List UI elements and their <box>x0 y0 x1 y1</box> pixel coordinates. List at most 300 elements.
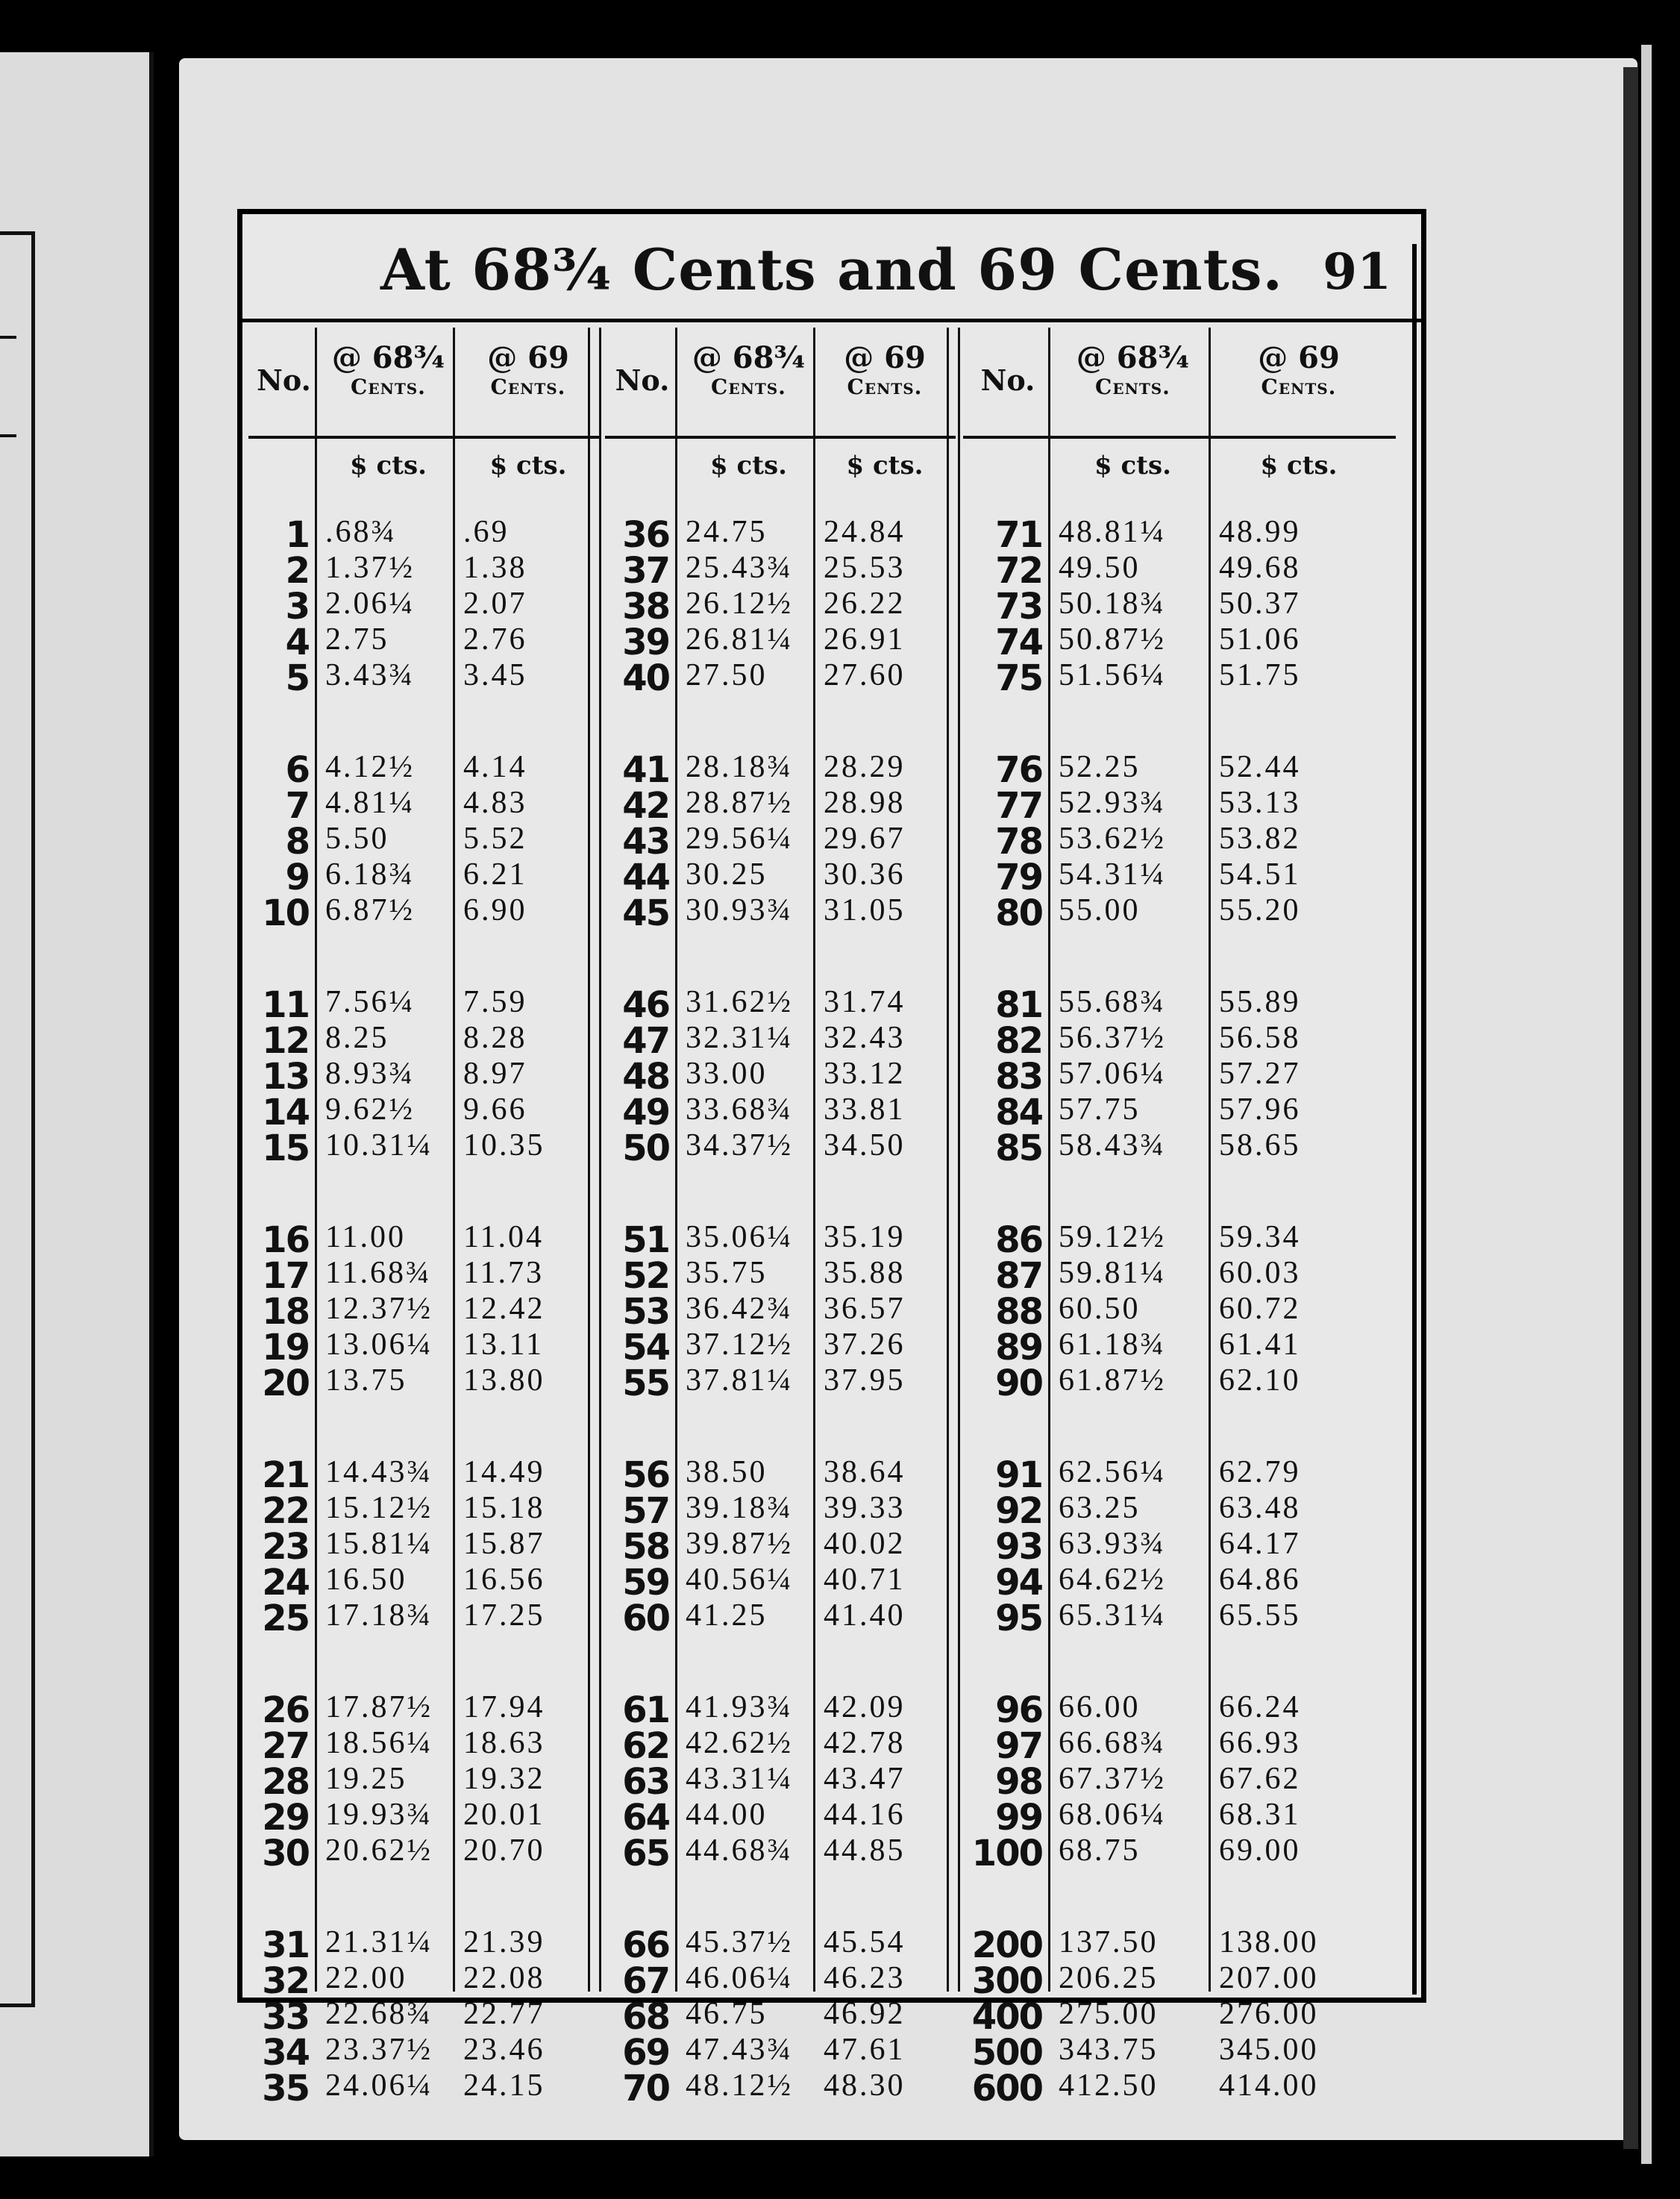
price-at-rate-1: 33.00 <box>686 1057 768 1091</box>
table-row <box>248 1526 599 1568</box>
table-row <box>963 1327 1396 1368</box>
column-header-no: No. <box>257 363 311 397</box>
table-row <box>605 1960 956 2002</box>
row-number: 72 <box>995 550 1042 592</box>
table-row <box>605 622 956 663</box>
price-at-rate-2: 66.93 <box>1219 1726 1301 1760</box>
price-at-rate-2: 52.44 <box>1219 750 1301 784</box>
price-at-rate-2: 12.42 <box>463 1292 545 1326</box>
table-row <box>248 1020 599 1062</box>
price-at-rate-1: 39.87½ <box>686 1527 793 1561</box>
price-at-rate-1: 52.93¾ <box>1059 786 1166 820</box>
price-at-rate-2: 18.63 <box>463 1726 545 1760</box>
price-at-rate-2: 21.39 <box>463 1925 545 1959</box>
price-at-rate-1: 19.25 <box>325 1762 407 1796</box>
price-at-rate-2: 10.35 <box>463 1128 545 1163</box>
table-row <box>248 1924 599 1966</box>
price-at-rate-2: 42.09 <box>824 1690 906 1724</box>
page-spine-edge <box>1641 45 1652 2164</box>
price-at-rate-2: 32.43 <box>824 1021 906 1055</box>
price-at-rate-2: 13.11 <box>463 1327 544 1362</box>
price-at-rate-1: 63.25 <box>1059 1491 1141 1525</box>
table-row <box>963 984 1396 1026</box>
table-row <box>605 1363 956 1404</box>
column-header-rate-1 <box>680 341 818 399</box>
row-number: 7 <box>285 785 309 827</box>
row-number: 93 <box>995 1526 1042 1568</box>
row-number: 28 <box>262 1761 309 1803</box>
price-at-rate-1: 11.00 <box>325 1220 406 1254</box>
table-row <box>248 984 599 1026</box>
price-at-rate-2: 41.40 <box>824 1598 906 1633</box>
row-number: 98 <box>995 1761 1042 1803</box>
row-number: 99 <box>995 1797 1042 1839</box>
price-at-rate-1: 59.81¼ <box>1059 1256 1166 1290</box>
column-header-no: No. <box>615 363 670 397</box>
price-at-rate-1: 20.62½ <box>325 1833 433 1868</box>
price-at-rate-2: 4.83 <box>463 786 527 820</box>
price-at-rate-1: 41.25 <box>686 1598 768 1633</box>
row-number: 86 <box>995 1219 1042 1261</box>
price-at-rate-2: 35.19 <box>824 1220 906 1254</box>
row-number: 1 <box>285 514 309 556</box>
row-number: 88 <box>995 1291 1042 1333</box>
column-header-no: No. <box>980 363 1035 397</box>
table-row <box>963 1127 1396 1169</box>
price-at-rate-2: 1.38 <box>463 551 527 585</box>
table-row <box>248 857 599 898</box>
price-at-rate-1: 48.12½ <box>686 2068 793 2103</box>
price-at-rate-2: 5.52 <box>463 822 527 856</box>
price-at-rate-1: 40.56¼ <box>686 1563 793 1597</box>
table-row <box>605 1725 956 1767</box>
unit-label: $ cts. <box>846 451 924 481</box>
price-at-rate-1: 30.25 <box>686 857 768 892</box>
row-number: 82 <box>995 1020 1042 1062</box>
left-page-edge <box>0 52 154 2156</box>
price-at-rate-2: 39.33 <box>824 1491 906 1525</box>
row-number: 2 <box>285 550 309 592</box>
row-number: 91 <box>995 1454 1042 1496</box>
table-row <box>248 1960 599 2002</box>
price-at-rate-2: 16.56 <box>463 1563 545 1597</box>
price-at-rate-1: 412.50 <box>1059 2068 1159 2103</box>
price-at-rate-1: 47.43¾ <box>686 2033 793 2067</box>
table-row <box>248 1689 599 1731</box>
table-row <box>248 1833 599 1874</box>
column-header-row <box>605 328 956 439</box>
price-at-rate-2: 68.31 <box>1219 1798 1301 1832</box>
row-number: 71 <box>995 514 1042 556</box>
page-number: 91 <box>1323 243 1391 301</box>
row-number: 14 <box>262 1092 309 1133</box>
table-row <box>605 1490 956 1532</box>
price-at-rate-2: 48.30 <box>824 2068 906 2103</box>
price-at-rate-1: 28.87½ <box>686 786 793 820</box>
table-row <box>605 892 956 934</box>
row-number: 25 <box>262 1598 309 1639</box>
price-at-rate-2: 35.88 <box>824 1256 906 1290</box>
price-at-rate-2: 2.76 <box>463 622 527 657</box>
price-at-rate-1: 66.00 <box>1059 1690 1141 1724</box>
row-number: 11 <box>262 984 309 1026</box>
row-number: 16 <box>262 1219 309 1261</box>
table-row <box>605 1327 956 1368</box>
price-at-rate-1: 27.50 <box>686 658 768 692</box>
price-at-rate-1: 68.06¼ <box>1059 1798 1166 1832</box>
price-at-rate-2: 49.68 <box>1219 551 1301 585</box>
price-at-rate-2: 69.00 <box>1219 1833 1301 1868</box>
table-row <box>963 1833 1396 1874</box>
column-header-row <box>963 328 1396 439</box>
price-at-rate-2: 28.29 <box>824 750 906 784</box>
row-number: 84 <box>995 1092 1042 1133</box>
price-at-rate-2: 9.66 <box>463 1092 527 1127</box>
table-row <box>248 1761 599 1803</box>
price-at-rate-2: 4.14 <box>463 750 527 784</box>
price-at-rate-2: 15.18 <box>463 1491 545 1525</box>
row-number: 47 <box>622 1020 669 1062</box>
price-at-rate-2: 6.90 <box>463 893 527 928</box>
table-row <box>605 586 956 628</box>
row-number: 12 <box>262 1020 309 1062</box>
price-at-rate-2: 43.47 <box>824 1762 906 1796</box>
table-row <box>963 2068 1396 2109</box>
table-row <box>605 2068 956 2109</box>
table-row <box>963 749 1396 791</box>
row-number: 87 <box>995 1255 1042 1297</box>
table-row <box>963 1363 1396 1404</box>
price-at-rate-2: 20.70 <box>463 1833 545 1868</box>
row-number: 68 <box>622 1996 669 2038</box>
row-number: 20 <box>262 1363 309 1404</box>
table-row <box>605 1020 956 1062</box>
price-at-rate-1: 61.87½ <box>1059 1363 1166 1398</box>
table-row <box>605 550 956 592</box>
row-number: 53 <box>622 1291 669 1333</box>
price-at-rate-1: 58.43¾ <box>1059 1128 1166 1163</box>
price-at-rate-2: 60.72 <box>1219 1292 1301 1326</box>
row-number: 70 <box>622 2068 669 2109</box>
left-page-tick <box>0 434 16 437</box>
price-at-rate-1: 24.06¼ <box>325 2068 433 2103</box>
rate-label: @ 69 <box>487 340 569 375</box>
table-row <box>963 622 1396 663</box>
table-row <box>605 1056 956 1098</box>
table-row <box>963 1960 1396 2002</box>
price-at-rate-2: 65.55 <box>1219 1598 1301 1633</box>
price-at-rate-1: .68¾ <box>325 515 397 549</box>
table-row <box>963 1761 1396 1803</box>
row-number: 85 <box>995 1127 1042 1169</box>
price-at-rate-1: 54.31¼ <box>1059 857 1166 892</box>
price-at-rate-1: 60.50 <box>1059 1292 1141 1326</box>
row-number: 81 <box>995 984 1042 1026</box>
table-row <box>963 1490 1396 1532</box>
price-at-rate-2: 51.75 <box>1219 658 1301 692</box>
table-row <box>605 749 956 791</box>
price-at-rate-1: 16.50 <box>325 1563 407 1597</box>
row-number: 42 <box>622 785 669 827</box>
price-at-rate-1: 2.06¼ <box>325 586 415 621</box>
price-at-rate-2: 24.15 <box>463 2068 545 2103</box>
price-at-rate-1: 45.37½ <box>686 1925 793 1959</box>
row-number: 38 <box>622 586 669 628</box>
price-at-rate-1: 37.81¼ <box>686 1363 793 1398</box>
row-number: 56 <box>622 1454 669 1496</box>
unit-label: $ cts. <box>1094 451 1171 481</box>
row-number: 80 <box>995 892 1042 934</box>
cents-label: Cents. <box>1095 375 1170 399</box>
row-number: 8 <box>285 821 309 863</box>
price-at-rate-1: 4.81¼ <box>325 786 415 820</box>
price-at-rate-2: 48.99 <box>1219 515 1301 549</box>
table-row <box>605 1526 956 1568</box>
row-number: 94 <box>995 1562 1042 1604</box>
table-row <box>605 1924 956 1966</box>
table-row <box>963 857 1396 898</box>
price-at-rate-2: 26.22 <box>824 586 906 621</box>
table-row <box>248 1363 599 1404</box>
price-at-rate-2: 44.16 <box>824 1798 906 1832</box>
row-number: 30 <box>262 1833 309 1874</box>
row-number: 5 <box>285 657 309 699</box>
price-at-rate-2: 46.92 <box>824 1997 906 2031</box>
price-at-rate-1: 31.62½ <box>686 985 793 1019</box>
table-row <box>605 857 956 898</box>
row-number: 52 <box>622 1255 669 1297</box>
price-at-rate-2: 44.85 <box>824 1833 906 1868</box>
price-at-rate-2: 33.81 <box>824 1092 906 1127</box>
price-at-rate-1: 64.62½ <box>1059 1563 1166 1597</box>
price-at-rate-1: 8.93¾ <box>325 1057 415 1091</box>
table-row <box>605 1761 956 1803</box>
price-at-rate-2: 40.02 <box>824 1527 906 1561</box>
row-number: 6 <box>285 749 309 791</box>
table-row <box>248 1092 599 1133</box>
table-row <box>605 1255 956 1297</box>
price-at-rate-2: 30.36 <box>824 857 906 892</box>
table-row <box>963 1924 1396 1966</box>
price-at-rate-2: 19.32 <box>463 1762 545 1796</box>
price-at-rate-1: 9.62½ <box>325 1092 415 1127</box>
price-at-rate-1: 61.18¾ <box>1059 1327 1166 1362</box>
row-number: 100 <box>971 1833 1042 1874</box>
price-at-rate-1: 206.25 <box>1059 1961 1159 1995</box>
price-at-rate-2: 29.67 <box>824 822 906 856</box>
row-number: 18 <box>262 1291 309 1333</box>
table-row <box>248 657 599 699</box>
row-number: 45 <box>622 892 669 934</box>
table-row <box>248 785 599 827</box>
price-at-rate-2: 62.79 <box>1219 1455 1301 1489</box>
row-number: 49 <box>622 1092 669 1133</box>
cents-label: Cents. <box>1261 375 1337 399</box>
row-number: 76 <box>995 749 1042 791</box>
price-at-rate-1: 8.25 <box>325 1021 389 1055</box>
page-title: At 68¾ Cents and 69 Cents. <box>380 237 1283 303</box>
price-at-rate-2: 7.59 <box>463 985 527 1019</box>
table-row <box>605 984 956 1026</box>
unit-label: $ cts. <box>710 451 787 481</box>
price-at-rate-1: 41.93¾ <box>686 1690 793 1724</box>
row-number: 36 <box>622 514 669 556</box>
row-number: 62 <box>622 1725 669 1767</box>
price-at-rate-2: 207.00 <box>1219 1961 1319 1995</box>
price-at-rate-2: 47.61 <box>824 2033 906 2067</box>
table-row <box>248 1255 599 1297</box>
price-at-rate-1: 68.75 <box>1059 1833 1141 1868</box>
price-at-rate-2: 59.34 <box>1219 1220 1301 1254</box>
price-at-rate-1: 275.00 <box>1059 1997 1159 2031</box>
table-row <box>963 1526 1396 1568</box>
row-number: 3 <box>285 586 309 628</box>
price-at-rate-1: 13.06¼ <box>325 1327 433 1362</box>
price-at-rate-1: 39.18¾ <box>686 1491 793 1525</box>
row-number: 61 <box>622 1689 669 1731</box>
unit-label: $ cts. <box>350 451 427 481</box>
table-row <box>963 550 1396 592</box>
row-number: 21 <box>262 1454 309 1496</box>
price-at-rate-2: 66.24 <box>1219 1690 1301 1724</box>
row-number: 23 <box>262 1526 309 1568</box>
table-row <box>963 657 1396 699</box>
price-at-rate-1: 2.75 <box>325 622 389 657</box>
price-at-rate-1: 11.68¾ <box>325 1256 432 1290</box>
table-row <box>605 821 956 863</box>
row-number: 75 <box>995 657 1042 699</box>
table-row <box>605 1797 956 1839</box>
row-number: 17 <box>262 1255 309 1297</box>
table-row <box>605 1598 956 1639</box>
table-row <box>605 1291 956 1333</box>
table-row <box>605 785 956 827</box>
table-row <box>963 1219 1396 1261</box>
table-row <box>963 586 1396 628</box>
row-number: 77 <box>995 785 1042 827</box>
price-at-rate-2: 46.23 <box>824 1961 906 1995</box>
row-number: 59 <box>622 1562 669 1604</box>
price-at-rate-1: 50.18¾ <box>1059 586 1166 621</box>
price-at-rate-1: 19.93¾ <box>325 1798 433 1832</box>
price-at-rate-1: 53.62½ <box>1059 822 1166 856</box>
price-at-rate-2: 64.86 <box>1219 1563 1301 1597</box>
price-at-rate-1: 46.75 <box>686 1997 768 2031</box>
row-number: 300 <box>971 1960 1042 2002</box>
price-at-rate-1: 42.62½ <box>686 1726 793 1760</box>
rate-label: @ 68¾ <box>692 340 806 375</box>
row-number: 43 <box>622 821 669 863</box>
table-row <box>963 1725 1396 1767</box>
price-at-rate-2: 13.80 <box>463 1363 545 1398</box>
price-at-rate-2: 23.46 <box>463 2033 545 2067</box>
price-at-rate-1: 63.93¾ <box>1059 1527 1166 1561</box>
row-number: 57 <box>622 1490 669 1532</box>
table-row <box>963 1255 1396 1297</box>
price-at-rate-2: 20.01 <box>463 1798 545 1832</box>
price-at-rate-2: 64.17 <box>1219 1527 1301 1561</box>
price-at-rate-1: 10.31¼ <box>325 1128 433 1163</box>
row-number: 74 <box>995 622 1042 663</box>
table-row <box>248 1725 599 1767</box>
price-at-rate-2: 24.84 <box>824 515 906 549</box>
row-number: 26 <box>262 1689 309 1731</box>
table-block-3 <box>963 328 1396 2109</box>
price-at-rate-2: 53.82 <box>1219 822 1301 856</box>
price-at-rate-2: 57.27 <box>1219 1057 1301 1091</box>
price-at-rate-1: 34.37½ <box>686 1128 793 1163</box>
table-row <box>963 785 1396 827</box>
price-at-rate-2: 62.10 <box>1219 1363 1301 1398</box>
table-row <box>605 1562 956 1604</box>
left-page-tick <box>0 336 16 339</box>
table-row <box>248 1490 599 1532</box>
price-at-rate-2: 34.50 <box>824 1128 906 1163</box>
price-at-rate-1: 6.87½ <box>325 893 415 928</box>
row-number: 9 <box>285 857 309 898</box>
column-header-rate-1 <box>1053 341 1213 399</box>
price-at-rate-2: 58.65 <box>1219 1128 1301 1163</box>
row-number: 73 <box>995 586 1042 628</box>
cents-label: Cents. <box>711 375 786 399</box>
price-at-rate-2: 55.20 <box>1219 893 1301 928</box>
rate-label: @ 69 <box>844 340 926 375</box>
price-at-rate-1: 59.12½ <box>1059 1220 1166 1254</box>
row-number: 32 <box>262 1960 309 2002</box>
table-row <box>605 1996 956 2038</box>
price-at-rate-2: 17.94 <box>463 1690 545 1724</box>
table-row <box>248 1598 599 1639</box>
price-at-rate-2: 42.78 <box>824 1726 906 1760</box>
price-at-rate-2: 22.77 <box>463 1997 545 2031</box>
price-at-rate-2: 36.57 <box>824 1292 906 1326</box>
row-number: 51 <box>622 1219 669 1261</box>
price-at-rate-1: 67.37½ <box>1059 1762 1166 1796</box>
price-at-rate-1: 56.37½ <box>1059 1021 1166 1055</box>
price-at-rate-1: 46.06¼ <box>686 1961 793 1995</box>
price-at-rate-1: 17.18¾ <box>325 1598 433 1633</box>
row-number: 66 <box>622 1924 669 1966</box>
price-at-rate-2: 31.74 <box>824 985 906 1019</box>
row-number: 10 <box>262 892 309 934</box>
price-at-rate-1: 1.37½ <box>325 551 415 585</box>
row-number: 64 <box>622 1797 669 1839</box>
table-row <box>248 550 599 592</box>
table-frame <box>237 209 1426 2109</box>
table-row <box>605 1689 956 1731</box>
table-row <box>605 2032 956 2074</box>
row-number: 83 <box>995 1056 1042 1098</box>
price-at-rate-1: 38.50 <box>686 1455 768 1489</box>
left-page-frame <box>0 231 35 2007</box>
price-at-rate-1: 25.43¾ <box>686 551 793 585</box>
price-at-rate-2: 345.00 <box>1219 2033 1319 2067</box>
price-at-rate-2: 57.96 <box>1219 1092 1301 1127</box>
table-row <box>248 514 599 556</box>
table-row <box>963 1056 1396 1098</box>
price-at-rate-2: 37.26 <box>824 1327 906 1362</box>
unit-label: $ cts. <box>1260 451 1338 481</box>
row-number: 50 <box>622 1127 669 1169</box>
table-row <box>248 749 599 791</box>
price-at-rate-2: 60.03 <box>1219 1256 1301 1290</box>
row-number: 31 <box>262 1924 309 1966</box>
price-at-rate-1: 15.81¼ <box>325 1527 433 1561</box>
table-row <box>963 1092 1396 1133</box>
table-row <box>963 1020 1396 1062</box>
price-at-rate-2: 25.53 <box>824 551 906 585</box>
price-at-rate-1: 22.00 <box>325 1961 407 1995</box>
